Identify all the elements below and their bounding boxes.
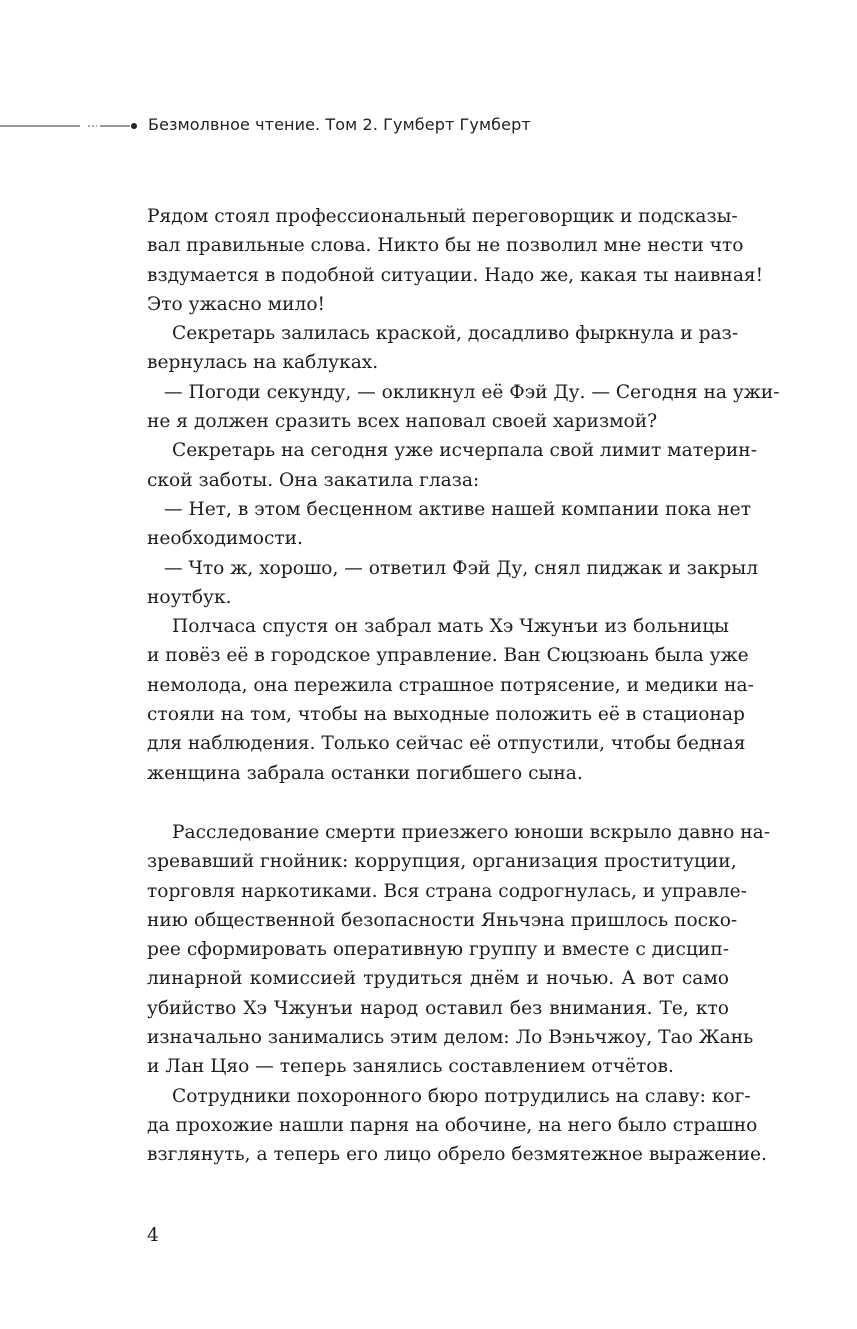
text-line: взглянуть, а теперь его лицо обрело безмятежное выражение.: [147, 1144, 767, 1166]
text-line: Секретарь на сегодня уже исчерпала свой лимит материн-: [172, 440, 757, 462]
text-line: Расследование смерти приезжего юноши вскрыло давно на-: [172, 822, 771, 843]
text-line: да прохожие нашли парня на обочине, на него было страшно: [147, 1114, 758, 1136]
text-line: зревавший гнойник: коррупция, организация проституции,: [147, 851, 737, 873]
text-line: рее сформировать оперативную группу и вместе с дисцип-: [147, 939, 729, 961]
text-line: торговля наркотиками. Вся страна содрогнулась, и управле-: [147, 880, 747, 902]
text-line: ской заботы. Она закатила глаза:: [147, 469, 480, 491]
text-block-lower: [147, 818, 771, 1170]
text-line: вернулась на каблуках.: [147, 352, 379, 374]
text-line: — Нет, в этом бесценном активе нашей компании пока нет: [164, 498, 751, 520]
text-line: Сотрудники похоронного бюро потрудились на славу: ког-: [172, 1085, 751, 1107]
text-line: женщина забрала останки погибшего сына.: [147, 762, 583, 784]
text-line: нию общественной безопасности Яньчэна пришлось поско-: [147, 909, 738, 931]
running-header: [0, 114, 700, 138]
text-line: Это ужасно мило!: [147, 293, 325, 315]
text-line: и повёз её в городское управление. Ван Сюцзюань была уже: [147, 645, 749, 667]
text-line: Полчаса спустя он забрал мать Хэ Чжунъи из больницы: [172, 616, 729, 638]
text-line: ноутбук.: [147, 586, 232, 608]
text-line: немолода, она пережила страшное потрясение, и медики на-: [147, 674, 754, 696]
text-line: необходимости.: [147, 528, 303, 550]
text-line: линарной комиссией трудиться днём и ночью. А вот само: [147, 968, 729, 990]
book-title-header: Безмолвное чтение. Том 2. Гумберт Гумберт: [148, 115, 531, 134]
text-line: и Лан Цяо — теперь занялись составлением отчётов.: [147, 1056, 674, 1078]
text-line: Рядом стоял профессиональный переговорщик и подсказы-: [147, 206, 738, 227]
text-line: вздумается в подобной ситуации. Надо же, какая ты наивная!: [147, 264, 764, 286]
text-line: стояли на том, чтобы на выходные положить её в стационар: [147, 704, 745, 726]
text-line: — Погоди секунду, — окликнул её Фэй Ду. — Сегодня на ужи-: [164, 381, 780, 403]
text-line: для наблюдения. Только сейчас её отпустили, чтобы бедная: [147, 733, 746, 755]
text-line: Секретарь залилась краской, досадливо фыркнула и раз-: [172, 323, 738, 345]
header-rule-ornament: [0, 114, 150, 138]
text-line: изначально занимались этим делом: Ло Вэньчжоу, Тао Жань: [147, 1027, 754, 1049]
text-line: — Что ж, хорошо, — ответил Фэй Ду, снял пиджак и закрыл: [164, 557, 759, 579]
text-block-upper: [147, 202, 780, 788]
text-line: убийство Хэ Чжунъи народ оставил без внимания. Те, кто: [147, 997, 729, 1019]
text-line: не я должен сразить всех наповал своей харизмой?: [147, 411, 658, 433]
text-line: вал правильные слова. Никто бы не позволил мне нести что: [147, 235, 744, 257]
page-number: 4: [147, 1225, 159, 1246]
